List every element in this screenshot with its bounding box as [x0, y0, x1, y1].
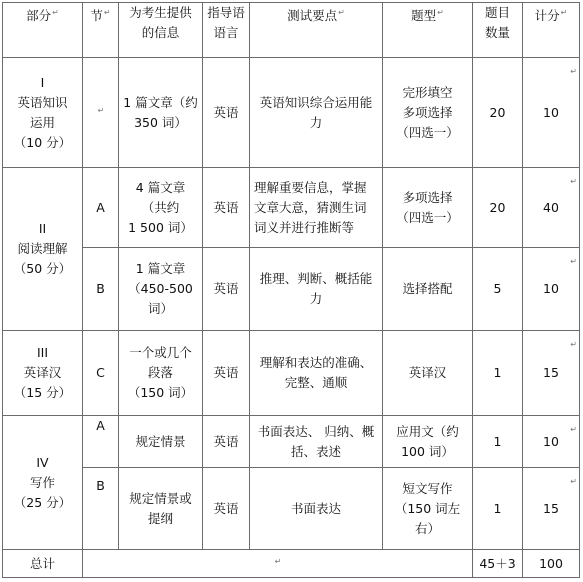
score-cell: 40 ↵ — [523, 168, 580, 248]
test-structure-table — [2, 2, 580, 578]
part-cell: I 英语知识 运用 （10 分） — [3, 58, 83, 168]
header-points: 测试要点↵ — [250, 3, 383, 58]
lang-cell: 英语 — [203, 468, 250, 550]
type-cell: 完形填空 多项选择 （四选一） — [383, 58, 473, 168]
score-cell: 10 ↵ — [523, 248, 580, 331]
type-cell: 选择搭配 — [383, 248, 473, 331]
part-cell: II 阅读理解 （50 分） — [3, 168, 83, 331]
info-cell: 1 篇文章 （450-500 词） — [119, 248, 203, 331]
part-cell: III 英译汉 （15 分） — [3, 331, 83, 416]
info-cell: 一个或几个 段落 （150 词） — [119, 331, 203, 416]
total-label: 总计 — [3, 550, 83, 578]
lang-cell: 英语 — [203, 248, 250, 331]
header-score: 计分↵ — [523, 3, 580, 58]
row-part4b — [3, 468, 580, 550]
count-cell: 1 — [473, 468, 523, 550]
section-cell: A — [83, 416, 119, 468]
type-cell: 英译汉 — [383, 331, 473, 416]
part-cell: IV 写作 （25 分） — [3, 416, 83, 550]
lang-cell: 英语 — [203, 58, 250, 168]
type-cell: 多项选择 （四选一） — [383, 168, 473, 248]
section-cell: B — [83, 468, 119, 550]
header-count: 题目 数量 — [473, 3, 523, 58]
header-row — [3, 3, 580, 58]
row-part4a — [3, 416, 580, 468]
score-cell: 10 ↵ — [523, 416, 580, 468]
count-cell: 1 — [473, 331, 523, 416]
points-cell: 书面表达、 归纳、概 括、表述 — [250, 416, 383, 468]
type-cell: 应用文（约 100 词） — [383, 416, 473, 468]
points-cell: 英语知识综合运用能 力 — [250, 58, 383, 168]
section-cell: A — [83, 168, 119, 248]
lang-cell: 英语 — [203, 168, 250, 248]
count-cell: 20 — [473, 58, 523, 168]
type-cell: 短文写作 （150 词左 右） — [383, 468, 473, 550]
total-count: 45＋3 — [473, 550, 523, 578]
score-cell: 15 ↵ — [523, 468, 580, 550]
row-part1 — [3, 58, 580, 168]
section-cell: B — [83, 248, 119, 331]
points-cell: 推理、判断、概括能 力 — [250, 248, 383, 331]
header-section: 节↵ — [83, 3, 119, 58]
count-cell: 20 — [473, 168, 523, 248]
lang-cell: 英语 — [203, 331, 250, 416]
info-cell: 规定情景 — [119, 416, 203, 468]
info-cell: 1 篇文章（约 350 词） — [119, 58, 203, 168]
total-blank: ↵ — [83, 550, 473, 578]
row-part2a — [3, 168, 580, 248]
score-cell: 15 ↵ — [523, 331, 580, 416]
count-cell: 5 — [473, 248, 523, 331]
total-row — [3, 550, 580, 578]
section-cell: ↵ — [83, 58, 119, 168]
points-cell: 书面表达 — [250, 468, 383, 550]
header-lang: 指导语 语言 — [203, 3, 250, 58]
points-cell: 理解和表达的准确、 完整、通顺 — [250, 331, 383, 416]
score-cell: 10 ↵ — [523, 58, 580, 168]
count-cell: 1 — [473, 416, 523, 468]
row-part2b — [3, 248, 580, 331]
info-cell: 规定情景或 提纲 — [119, 468, 203, 550]
total-score: 100 — [523, 550, 580, 578]
header-part: 部分↵ — [3, 3, 83, 58]
section-cell: C — [83, 331, 119, 416]
header-info: 为考生提供 的信息 — [119, 3, 203, 58]
header-type: 题型↵ — [383, 3, 473, 58]
info-cell: 4 篇文章 （共约 1 500 词） — [119, 168, 203, 248]
lang-cell: 英语 — [203, 416, 250, 468]
row-part3 — [3, 331, 580, 416]
points-cell: 理解重要信息，掌握 文章大意，猜测生词 词义并进行推断等 — [250, 168, 383, 248]
